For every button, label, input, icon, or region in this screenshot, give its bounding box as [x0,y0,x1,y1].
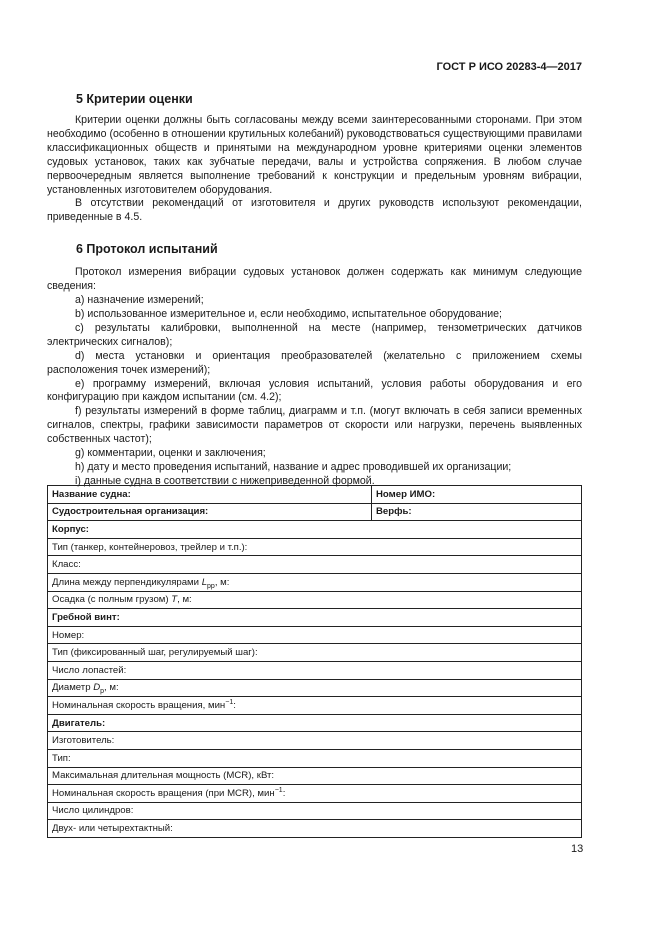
length-variable: L [201,576,208,588]
table-row [48,591,582,609]
hull-length-cell[interactable] [48,573,582,591]
propeller-speed-exponent: −1 [225,698,234,706]
list-item: e) программу измерений, включая условия испытаний, условия работы оборудования и его конфигурацию при каждом испытании (см. 4.2); [47,377,582,404]
section-5-paragraph-1: Критерии оценки должны быть согласованы между всеми заинтересованными сторонами. При этом необходимо (особенно в отношении крутильных колебаний) руководствоваться существующими правилами классификационных обществ и принятыми на международном уровне критериями оценки элементов судовых установок, таких как зубчатые передачи, валы и устройства сопряжения. В любом случае первоочередным является выполнение требований к конструкции и предельным уровням вибрации, установленных изготовителем оборудования. [47,114,582,196]
hull-class-cell[interactable]: Класс: [48,556,582,574]
list-item: a) назначение измерений; [75,294,204,307]
table-row [48,521,582,539]
draft-unit: , м: [177,594,192,606]
table-row [48,609,582,627]
list-item: b) использованное измерительное и, если необходимо, испытательное оборудование; [75,307,502,320]
diameter-label: Диаметр [52,682,94,694]
shipbuilder-cell[interactable]: Судостроительная организация: [48,503,372,521]
table-row [48,679,582,697]
table-row [48,767,582,785]
engine-maker-cell[interactable]: Изготовитель: [48,732,582,750]
section-6-intro: Протокол измерения вибрации судовых установок должен содержать как минимум следующие сведения: [47,266,582,293]
diameter-variable: D [93,682,101,694]
table-row [48,486,582,504]
table-row [48,556,582,574]
table-row [48,749,582,767]
table-row [48,503,582,521]
table-row [48,626,582,644]
propeller-speed-cell[interactable] [48,697,582,715]
propeller-header: Гребной винт: [48,609,582,627]
table-row [48,732,582,750]
diameter-unit: , м: [104,682,119,694]
table-row [48,573,582,591]
draft-variable: T [171,594,178,606]
draft-label: Осадка (с полным грузом) [52,594,172,606]
list-item: g) комментарии, оценки и заключения; [75,447,266,460]
document-header: ГОСТ Р ИСО 20283-4—2017 [436,61,582,73]
table-row [48,661,582,679]
diameter-subscript: p [100,688,105,696]
length-unit: , м: [214,576,230,588]
hull-draft-cell[interactable] [48,591,582,609]
page-number: 13 [571,843,584,855]
table-row [48,820,582,838]
engine-speed-exponent: −1 [274,786,283,794]
list-item: i) данные судна в соответствии с нижеприведенной формой. [75,474,375,487]
propeller-speed-label: Номинальная скорость вращения, мин [52,699,226,711]
engine-type-cell[interactable]: Тип: [48,749,582,767]
propeller-type-cell[interactable]: Тип (фиксированный шаг, регулируемый шаг): [48,644,582,662]
engine-speed-label: Номинальная скорость вращения (при MCR), мин [52,787,275,799]
table-row [48,785,582,803]
table-row [48,644,582,662]
table-row [48,538,582,556]
hull-header: Корпус: [48,521,582,539]
list-item: d) места установки и ориентация преобразователей (желательно с приложением схемы расположения точек измерений); [47,349,582,376]
length-subscript: pp [207,582,215,590]
engine-power-cell[interactable]: Максимальная длительная мощность (MCR), кВт: [48,767,582,785]
engine-header: Двигатель: [48,714,582,732]
shipyard-cell[interactable]: Верфь: [372,503,582,521]
engine-stroke-cell[interactable]: Двух- или четырехтактный: [48,820,582,838]
list-item: f) результаты измерений в форме таблиц, диаграмм и т.п. (могут включать в себя записи временных сигналов, спектры, графики зависимости параметров от скорости или нагрузки, перечень выявленных собственных частот); [47,405,582,446]
section-6-title: 6 Протокол испытаний [76,242,218,257]
table-row [48,802,582,820]
ship-name-cell[interactable]: Название судна: [48,486,372,504]
ship-data-form [47,485,582,838]
propeller-speed-colon: : [233,699,236,711]
hull-type-cell[interactable]: Тип (танкер, контейнеровоз, трейлер и т.п.): [48,538,582,556]
table-row [48,714,582,732]
propeller-number-cell[interactable]: Номер: [48,626,582,644]
section-5-title: 5 Критерии оценки [76,92,193,106]
list-item: c) результаты калибровки, выполненной на месте (например, тензометрических датчиков электрических сигналов); [47,321,582,348]
imo-number-cell[interactable]: Номер ИМО: [372,486,582,504]
engine-speed-cell[interactable] [48,785,582,803]
engine-cylinders-cell[interactable]: Число цилиндров: [48,802,582,820]
page-content [47,92,582,489]
length-label: Длина между перпендикулярами [52,576,202,588]
table-row [48,697,582,715]
list-item: h) дату и место проведения испытаний, название и адрес проводившей их организации; [75,460,512,473]
section-5-paragraph-2: В отсутствии рекомендаций от изготовителя и других руководств используют рекомендации, приведенные в 4.5. [47,197,582,224]
engine-speed-colon: : [282,787,286,799]
propeller-blades-cell[interactable]: Число лопастей: [48,661,582,679]
propeller-diameter-cell[interactable] [48,679,582,697]
